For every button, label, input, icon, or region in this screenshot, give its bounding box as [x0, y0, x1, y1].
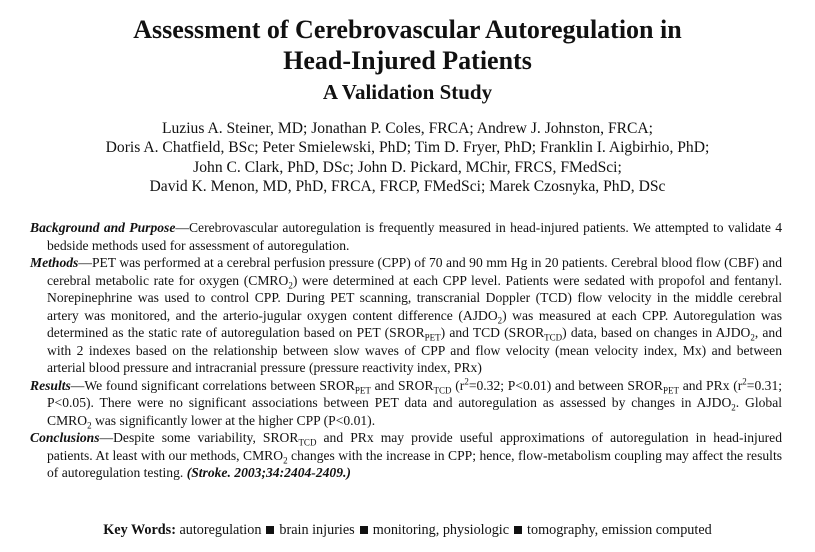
square-bullet-icon: [360, 526, 368, 534]
keyword-1: autoregulation: [179, 522, 262, 538]
methods-text-2: ) were determined at each CPP level. Patients were sedated with propofol and fentanyl. Norepinephrine was used to control CPP. During PET scanning, transcranial Doppler (TCD) flow velocity in the middle cerebral artery was monitored, and the arterio-jugular oxygen content difference (AJD: [47, 272, 783, 323]
results-o2-2: O: [77, 412, 88, 428]
results-pet-sub: PET: [354, 385, 371, 396]
results-o2-1-sub: 2: [731, 402, 736, 413]
results-text-4: =0.32; P<0.01) and between SROR: [468, 377, 663, 393]
background-heading: Background and Purpose: [30, 220, 176, 235]
article-title: [0, 14, 815, 76]
conclusions-o2: O: [273, 447, 284, 463]
methods-text-6: , and with 2 indexes based on the relationship between slow waves of CPP and flow velocity (mean velocity index, Mx) and between arterial blood pressure and intracranial pressure (pressure reactivity index, PRx): [47, 325, 782, 375]
abstract: [30, 219, 782, 482]
abstract-results: [30, 377, 782, 430]
methods-o2-3: O: [740, 325, 751, 340]
methods-heading: Methods: [30, 255, 79, 270]
conclusions-tcd-sub: TCD: [298, 437, 317, 448]
square-bullet-icon: [266, 526, 274, 534]
key-words: [0, 521, 815, 539]
background-text: —Cerebrovascular autoregulation is frequently measured in head-injured patients. We attempted to validate 4 bedside methods used for assessment of autoregulation.: [47, 220, 782, 253]
results-tcd-sub: TCD: [433, 385, 452, 396]
author-list: [0, 119, 815, 196]
results-text-3: (r: [451, 377, 465, 393]
methods-text-3: ) was measured at each CPP. Autoregulation was determined as the static rate of autoregulation based on PET (SROR: [47, 307, 782, 340]
results-text-5: and PRx (r: [678, 377, 743, 393]
results-o2-1: O: [721, 395, 732, 410]
methods-o2-2-sub: 2: [497, 315, 503, 326]
author-line-4: David K. Menon, MD, PhD, FRCA, FRCP, FMedSci; Marek Czosnyka, PhD, DSc: [149, 177, 666, 195]
results-text-8: was significantly lower at the higher CPP (P<0.01).: [91, 412, 376, 428]
author-line-3: John C. Clark, PhD, DSc; John D. Pickard, MChir, FRCS, FMedSci;: [193, 158, 622, 176]
abstract-conclusions: [30, 429, 782, 482]
author-line-1: Luzius A. Steiner, MD; Jonathan P. Coles, FRCA; Andrew J. Johnston, FRCA;: [161, 120, 654, 137]
article-subtitle: A Validation Study: [322, 80, 493, 104]
methods-o2-1-sub: 2: [288, 280, 293, 291]
methods-pet-sub: PET: [424, 332, 441, 343]
conclusions-text-2: and PRx may provide useful approximations of autoregulation in head-injured patients. At least with our methods, CMR: [47, 430, 782, 463]
conclusions-text-1: —Despite some variability, SROR: [99, 430, 299, 445]
results-heading: Results: [30, 377, 71, 393]
conclusions-text-3: changes with the increase in CPP; hence, flow-metabolism coupling may affect the results of autoregulation testing.: [47, 447, 783, 480]
conclusions-o2-sub: 2: [283, 455, 288, 466]
author-line-2: Doris A. Chatfield, BSc; Peter Smielewski, PhD; Tim D. Fryer, PhD; Franklin I. Aigbirhio, PhD;: [105, 139, 710, 157]
results-r-sup-2: 2: [742, 375, 747, 386]
keyword-4: tomography, emission computed: [527, 522, 712, 538]
keyword-2: brain injuries: [279, 522, 355, 538]
methods-tcd-sub: TCD: [544, 332, 563, 343]
methods-text-4: ) and TCD (SROR: [440, 325, 545, 340]
results-text-7: . Global CMR: [47, 395, 783, 428]
keyword-3: monitoring, physiologic: [372, 522, 510, 538]
conclusions-heading: Conclusions: [30, 430, 100, 445]
title-line-2: Head-Injured Patients: [283, 46, 532, 75]
methods-text-5: ) data, based on changes in AJD: [562, 325, 741, 340]
title-line-1: Assessment of Cerebrovascular Autoregulation in: [133, 15, 682, 44]
results-pet-sub-2: PET: [662, 385, 679, 396]
results-r-sup: 2: [464, 375, 469, 386]
abstract-methods: [30, 254, 782, 377]
results-text-1: —We found significant correlations between SROR: [70, 377, 355, 393]
methods-o2-2: O: [487, 307, 498, 323]
methods-o2-1: O: [278, 272, 289, 288]
key-words-label: Key Words:: [103, 522, 176, 538]
journal-citation: (Stroke. 2003;34:2404-2409.): [186, 465, 351, 480]
results-text-2: and SROR: [370, 377, 434, 393]
methods-o2-3-sub: 2: [750, 332, 755, 343]
methods-text-1: —PET was performed at a cerebral perfusion pressure (CPP) of 70 and 90 mm Hg in 20 patients. Cerebral blood flow (CBF) and cerebral metabolic rate for oxygen (CMR: [47, 255, 782, 288]
square-bullet-icon: [514, 526, 522, 534]
results-o2-2-sub: 2: [87, 420, 92, 431]
results-text-6: =0.31; P<0.05). There were no significant associations between PET data and autoregulation as assessed by changes in AJD: [47, 377, 783, 410]
abstract-background: [30, 219, 782, 254]
